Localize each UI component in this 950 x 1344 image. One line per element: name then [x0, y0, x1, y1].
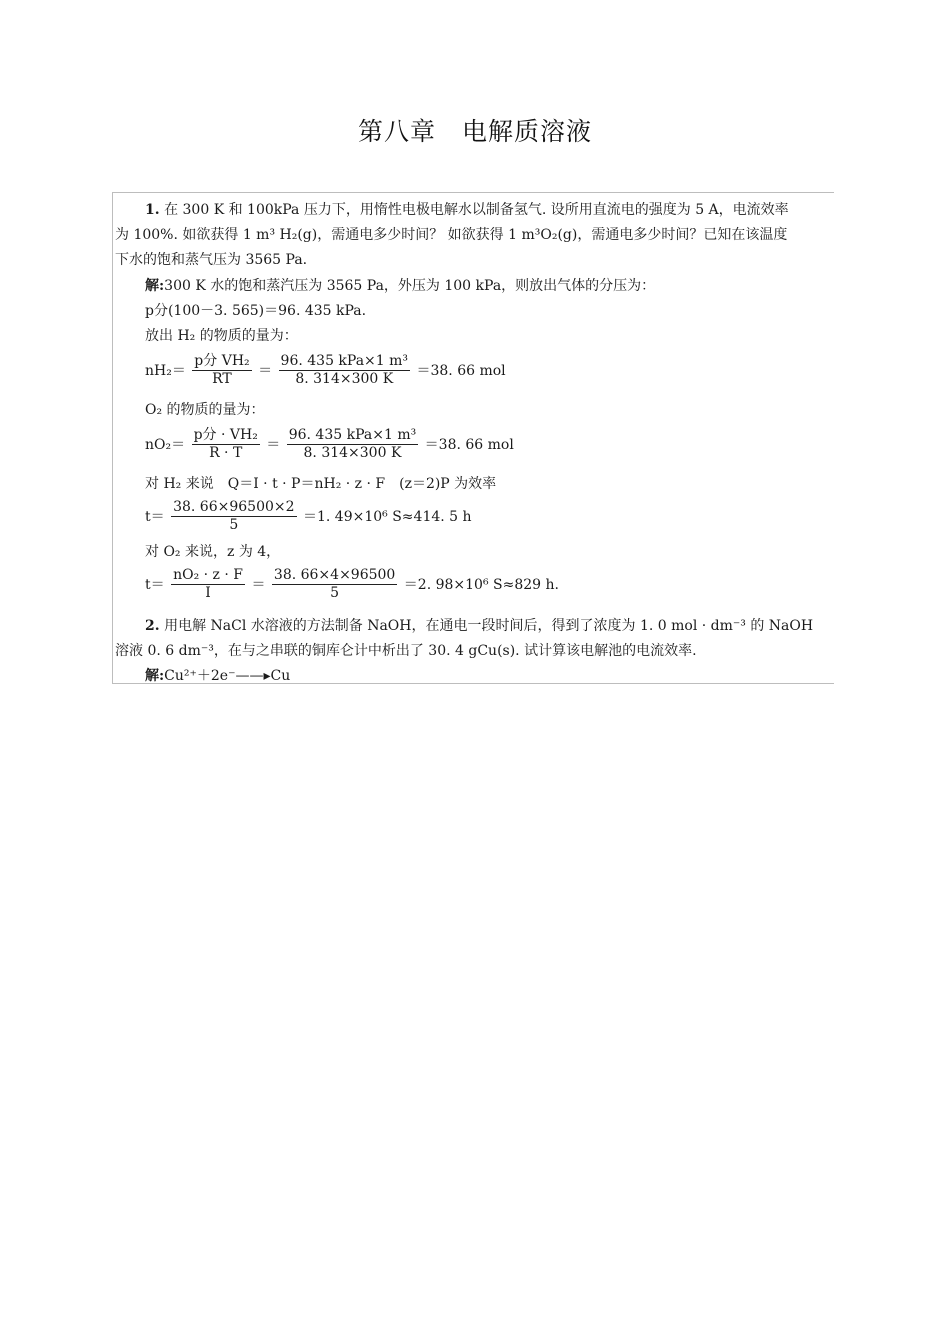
solution2-label: 解: — [145, 668, 165, 684]
chapter-title: 第八章 电解质溶液 — [357, 117, 592, 146]
problem1-line1: 1. 在 300 K 和 100kPa 压力下，用惰性电极电解水以制备氢气. 设所用直流电的强度为 5 A，电流效率 — [145, 202, 789, 218]
problem2-line2: 溶液 0. 6 dm⁻³，在与之串联的铜库仑计中析出了 30. 4 gCu(s). 试计算该电解池的电流效率. — [115, 643, 697, 659]
solution1-line4: O₂ 的物质的量为： — [145, 402, 265, 418]
fraction: $\frac{\text{96. 435 kPa×1 m³}}{8. 314\times 300 K}$ — [280, 353, 409, 387]
fraction: $\frac{\text{96. 435 kPa×1 m³}}{8. 314\times 300 K}$ — [288, 427, 417, 461]
equation-nH2: nH₂＝ $\frac{\text{p分 VH₂}}{RT}$ ＝ $\frac{\text{96. 435 kPa×1 m³}}{8. 314\times 300 K}$ ＝38. 66 mol — [145, 353, 506, 387]
solution1-line1: 解:300 K 水的饱和蒸汽压为 3565 Pa，外压为 100 kPa，则放出气体的分压为： — [145, 278, 656, 294]
fraction: $\frac{\text{nO₂ · z · F}}{I}$ — [173, 567, 243, 601]
problem2-line1: 2. 用电解 NaCl 水溶液的方法制备 NaOH，在通电一段时间后，得到了浓度为 1. 0 mol · dm⁻³ 的 NaOH — [145, 618, 814, 634]
fraction: $\frac{\text{p分 · VH₂}}{R \cdot T}$ — [193, 427, 258, 461]
problem2-number: 2. — [145, 618, 160, 634]
solution1-line6: 对 O₂ 来说，z 为 4， — [145, 544, 281, 560]
equation-nO2: nO₂＝ $\frac{\text{p分 · VH₂}}{R \cdot T}$ ＝ $\frac{\text{96. 435 kPa×1 m³}}{8. 314\times 300 K}$ ＝38. 66 mol — [145, 427, 514, 461]
problem1-line3: 下水的饱和蒸气压为 3565 Pa. — [115, 252, 308, 268]
problem1-number: 1. — [145, 202, 160, 218]
solution2-line1: 解:Cu²⁺＋2e⁻——▸Cu — [145, 668, 291, 684]
content-box — [112, 192, 834, 684]
fraction: $\frac{38. 66\times 96500\times 2}{5}$ — [173, 499, 295, 533]
fraction: $\frac{\text{p分 VH₂}}{RT}$ — [194, 353, 250, 387]
fraction: $\frac{38. 66\times 4\times 96500}{5}$ — [273, 567, 396, 601]
problem1-line2: 为 100%. 如欲获得 1 m³ H₂(g)，需通电多少时间？ 如欲获得 1 m³O₂(g)，需通电多少时间？已知在该温度 — [115, 227, 788, 243]
solution1-line3: 放出 H₂ 的物质的量为： — [145, 328, 298, 344]
equation-t-O2: t＝ $\frac{\text{nO₂ · z · F}}{I}$ ＝ $\frac{38. 66\times 4\times 96500}{5}$ ＝2. 98×10⁶ S≈829 h. — [145, 567, 559, 601]
solution1-line5: 对 H₂ 来说 Q＝I · t · P＝nH₂ · z · F (z＝2)P 为效率 — [145, 476, 497, 492]
equation-t-H2: t＝ $\frac{38. 66\times 96500\times 2}{5}$ ＝1. 49×10⁶ S≈414. 5 h — [145, 499, 472, 533]
solution1-line2: p分(100－3. 565)＝96. 435 kPa. — [145, 303, 367, 319]
solution1-label: 解: — [145, 278, 165, 294]
